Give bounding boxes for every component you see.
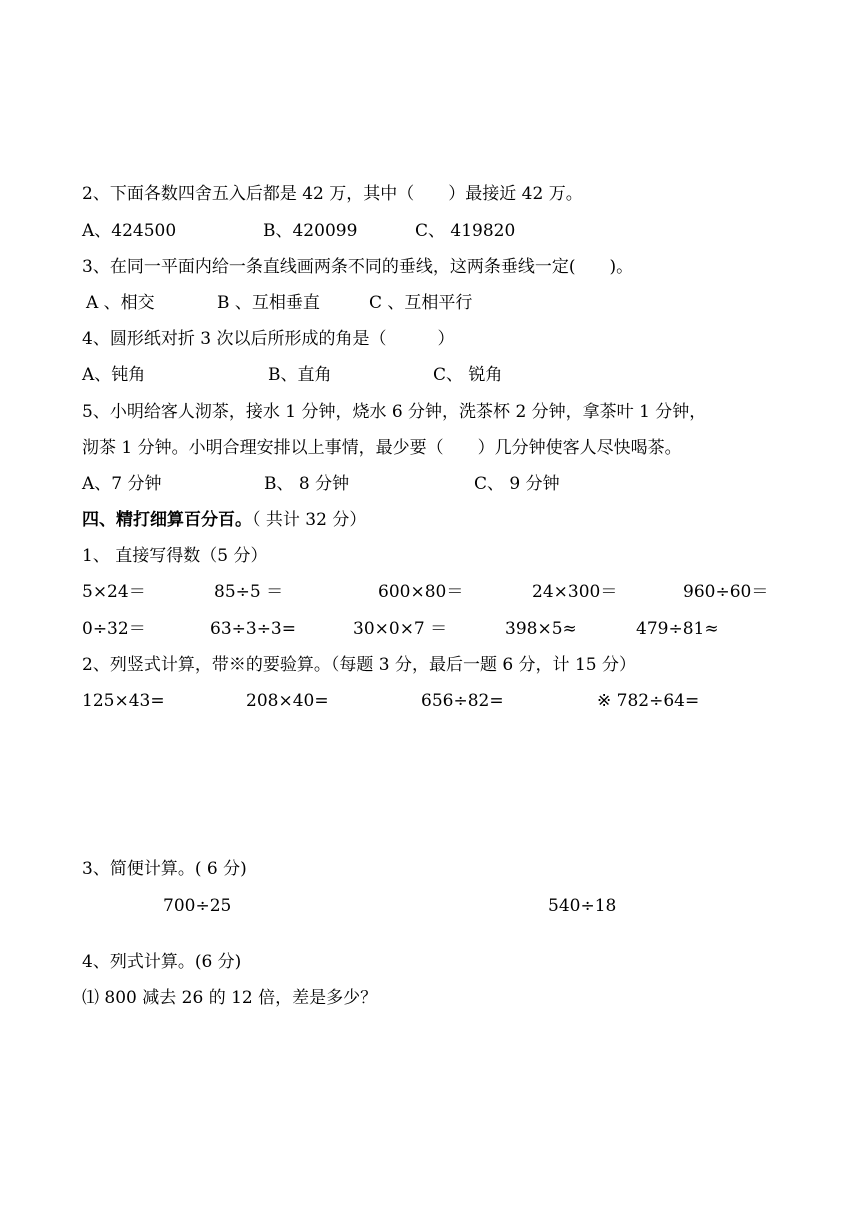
part-1-title: 1、 直接写得数（5 分） <box>82 546 268 566</box>
question-3-option-c: C 、互相平行 <box>369 293 473 313</box>
part-2-item2: 208×40= <box>246 691 329 711</box>
part-3-title: 3、简便计算。( 6 分) <box>82 859 247 879</box>
part-1-row2-item3: 30×0×7 ＝ <box>353 619 448 639</box>
question-3-option-a: A 、相交 <box>86 293 155 313</box>
question-4-option-b: B、直角 <box>268 365 332 385</box>
part-1-row1-item4: 24×300＝ <box>532 582 618 602</box>
section-4-heading <box>82 508 366 532</box>
part-1-row1-item3: 600×80＝ <box>378 582 464 602</box>
question-4-option-c: C、 锐角 <box>433 365 503 385</box>
question-5-stem-line1: 5、小明给客人沏茶，接水 1 分钟，烧水 6 分钟，洗茶杯 2 分钟，拿茶叶 1 分钟， <box>82 402 707 422</box>
question-5-option-a: A、7 分钟 <box>82 474 162 494</box>
part-4-question-1: ⑴ 800 减去 26 的 12 倍，差是多少？ <box>82 988 378 1008</box>
part-2-item1: 125×43= <box>82 691 165 711</box>
question-2-option-b: B、420099 <box>263 221 358 241</box>
part-3-item2: 540÷18 <box>548 896 617 916</box>
question-2-option-a: A、424500 <box>82 221 177 241</box>
part-2-item3: 656÷82= <box>421 691 504 711</box>
part-1-row1-item5: 960÷60＝ <box>683 582 769 602</box>
part-4-title: 4、列式计算。(6 分) <box>82 952 242 972</box>
part-1-row2-item2: 63÷3÷3= <box>210 619 296 639</box>
section-4-heading-title: 四、精打细算百分百。 <box>82 510 252 530</box>
part-3-item1: 700÷25 <box>163 896 232 916</box>
part-1-row1-item1: 5×24＝ <box>82 582 146 602</box>
question-3-option-b: B 、互相垂直 <box>217 293 320 313</box>
part-1-row1-item2: 85÷5 ＝ <box>214 582 284 602</box>
question-3-stem: 3、在同一平面内给一条直线画两条不同的垂线，这两条垂线一定( )。 <box>82 257 634 277</box>
part-1-row2-item4: 398×5≈ <box>505 619 577 639</box>
question-2-option-c: C、 419820 <box>415 221 516 241</box>
question-4-stem: 4、圆形纸对折 3 次以后所形成的角是（ ） <box>82 329 455 349</box>
section-4-heading-points: （ 共计 32 分） <box>252 510 367 530</box>
question-5-stem-line2: 沏茶 1 分钟。小明合理安排以上事情，最少要（ ）几分钟使客人尽快喝茶。 <box>82 438 682 458</box>
part-2-title: 2、列竖式计算，带※的要验算。（每题 3 分，最后一题 6 分，计 15 分） <box>82 655 637 675</box>
question-2-stem: 2、下面各数四舍五入后都是 42 万，其中（ ）最接近 42 万。 <box>82 184 583 204</box>
part-1-row2-item1: 0÷32＝ <box>82 619 146 639</box>
part-2-item4: ※ 782÷64= <box>597 691 700 711</box>
question-5-option-c: C、 9 分钟 <box>474 474 560 494</box>
part-1-row2-item5: 479÷81≈ <box>636 619 719 639</box>
question-4-option-a: A、钝角 <box>82 365 146 385</box>
question-5-option-b: B、 8 分钟 <box>264 474 350 494</box>
